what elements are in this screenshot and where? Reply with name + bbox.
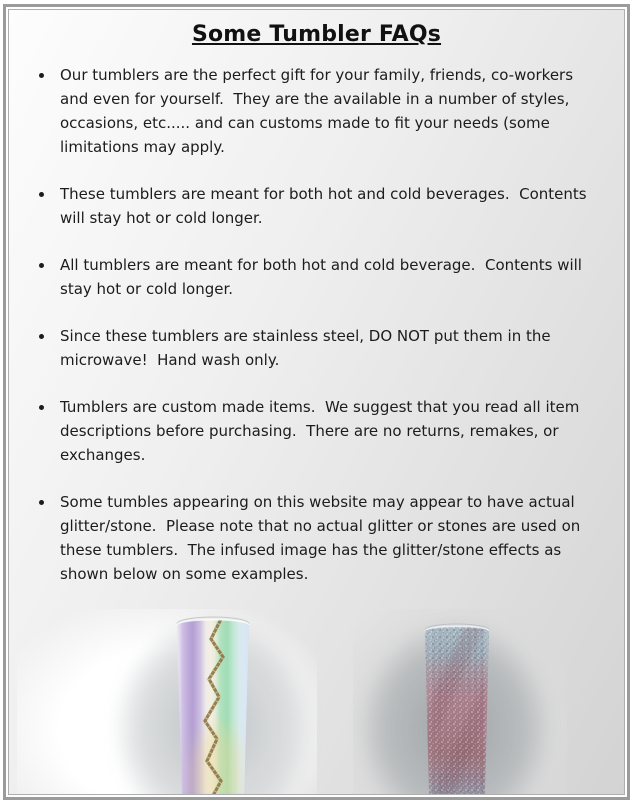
faq-list <box>9 63 624 586</box>
page-title: Some Tumbler FAQs <box>191 22 442 47</box>
faq-page-border <box>3 4 630 800</box>
geode-tumbler-photo <box>17 609 317 795</box>
faq-item-3: • All tumblers are meant for both hot and cold beverage. Contents will stay hot or cold longer. <box>55 253 598 301</box>
faq-item-1: • Our tumblers are the perfect gift for your family, friends, co-workers and even for yourself. They are the available in a number of styles, occasions, etc..... and can customs made to fit your needs (some limitations may apply. <box>55 63 598 159</box>
faq-item-2: • These tumblers are meant for both hot and cold beverages. Contents will stay hot or cold longer. <box>55 182 598 230</box>
faq-item-4: • Since these tumblers are stainless steel, DO NOT put them in the microwave! Hand wash only. <box>55 324 598 372</box>
faq-page <box>8 9 625 795</box>
glitter-tumbler-photo <box>353 609 567 795</box>
example-images-row <box>9 609 624 795</box>
geode-tumbler-image <box>167 613 259 795</box>
glitter-tumbler-image <box>417 621 497 795</box>
faq-item-6: • Some tumbles appearing on this website may appear to have actual glitter/stone. Please note that no actual glitter or stones are used on these tumblers. The infused image has the glitter/stone effects as shown below on some examples. <box>55 490 598 586</box>
faq-item-5: • Tumblers are custom made items. We suggest that you read all item descriptions before purchasing. There are no returns, remakes, or exchanges. <box>55 395 598 467</box>
